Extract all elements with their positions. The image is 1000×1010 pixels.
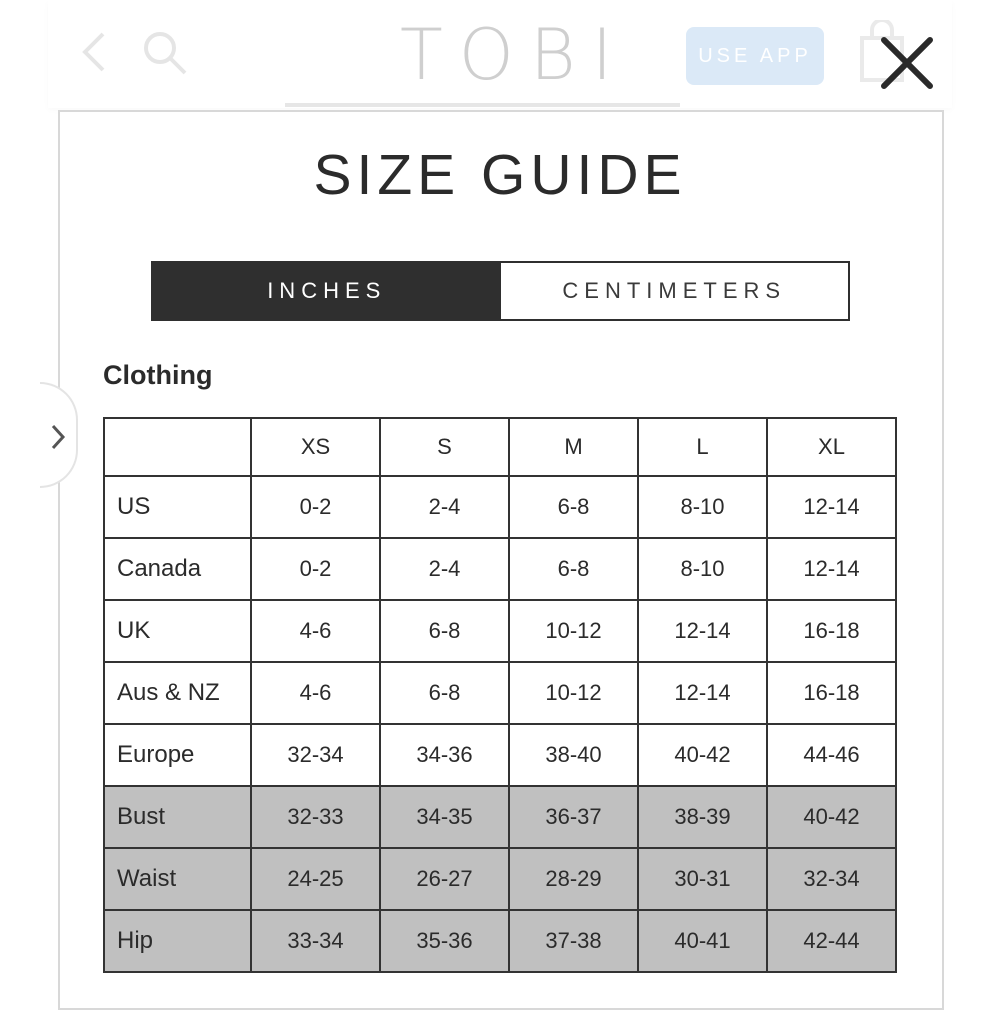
column-header: M [509,418,638,476]
table-row [104,600,896,662]
table-cell: 2-4 [380,476,509,538]
table-cell: 8-10 [638,538,767,600]
tab-centimeters[interactable]: CENTIMETERS [501,263,849,319]
table-cell: 42-44 [767,910,896,972]
unit-toggle [151,261,850,321]
table-cell: 30-31 [638,848,767,910]
row-label: Waist [104,848,251,910]
back-chevron-icon [75,30,115,74]
row-label: Aus & NZ [104,662,251,724]
table-cell: 12-14 [638,662,767,724]
table-cell: 4-6 [251,600,380,662]
table-cell: 12-14 [767,476,896,538]
table-cell: 10-12 [509,600,638,662]
table-cell: 35-36 [380,910,509,972]
table-cell: 16-18 [767,662,896,724]
table-cell: 32-34 [251,724,380,786]
table-cell: 8-10 [638,476,767,538]
table-cell: 33-34 [251,910,380,972]
table-cell: 6-8 [509,476,638,538]
table-cell: 44-46 [767,724,896,786]
page-title: SIZE GUIDE [313,143,687,207]
column-header-blank [104,418,251,476]
table-cell: 34-36 [380,724,509,786]
table-row [104,848,896,910]
table-body [104,476,896,972]
search-icon [140,28,190,78]
row-label: UK [104,600,251,662]
table-cell: 26-27 [380,848,509,910]
row-label: Canada [104,538,251,600]
table-cell: 4-6 [251,662,380,724]
table-cell: 40-42 [638,724,767,786]
table-cell: 10-12 [509,662,638,724]
column-header: S [380,418,509,476]
table-cell: 40-42 [767,786,896,848]
brand-logo: TOBI [400,14,629,96]
table-cell: 0-2 [251,476,380,538]
table-cell: 16-18 [767,600,896,662]
row-label: Europe [104,724,251,786]
table-cell: 32-33 [251,786,380,848]
table-row [104,538,896,600]
table-cell: 40-41 [638,910,767,972]
table-row [104,910,896,972]
column-header: L [638,418,767,476]
table-cell: 6-8 [509,538,638,600]
column-header: XS [251,418,380,476]
chevron-right-icon [48,422,68,452]
table-cell: 2-4 [380,538,509,600]
table-cell: 6-8 [380,662,509,724]
table-row [104,476,896,538]
table-row [104,662,896,724]
table-cell: 0-2 [251,538,380,600]
close-icon[interactable] [876,32,938,94]
use-app-button: USE APP [686,27,824,85]
table-cell: 32-34 [767,848,896,910]
table-cell: 37-38 [509,910,638,972]
size-table [103,417,897,973]
tab-inches[interactable]: INCHES [153,263,501,319]
row-label: US [104,476,251,538]
table-row [104,786,896,848]
table-row [104,724,896,786]
table-cell: 12-14 [767,538,896,600]
table-header-row [104,418,896,476]
header-underline [285,103,680,107]
section-heading: Clothing [103,360,213,390]
table-cell: 12-14 [638,600,767,662]
row-label: Bust [104,786,251,848]
table-cell: 6-8 [380,600,509,662]
table-cell: 34-35 [380,786,509,848]
table-cell: 36-37 [509,786,638,848]
table-cell: 38-40 [509,724,638,786]
column-header: XL [767,418,896,476]
table-cell: 24-25 [251,848,380,910]
table-cell: 28-29 [509,848,638,910]
table-cell: 38-39 [638,786,767,848]
row-label: Hip [104,910,251,972]
